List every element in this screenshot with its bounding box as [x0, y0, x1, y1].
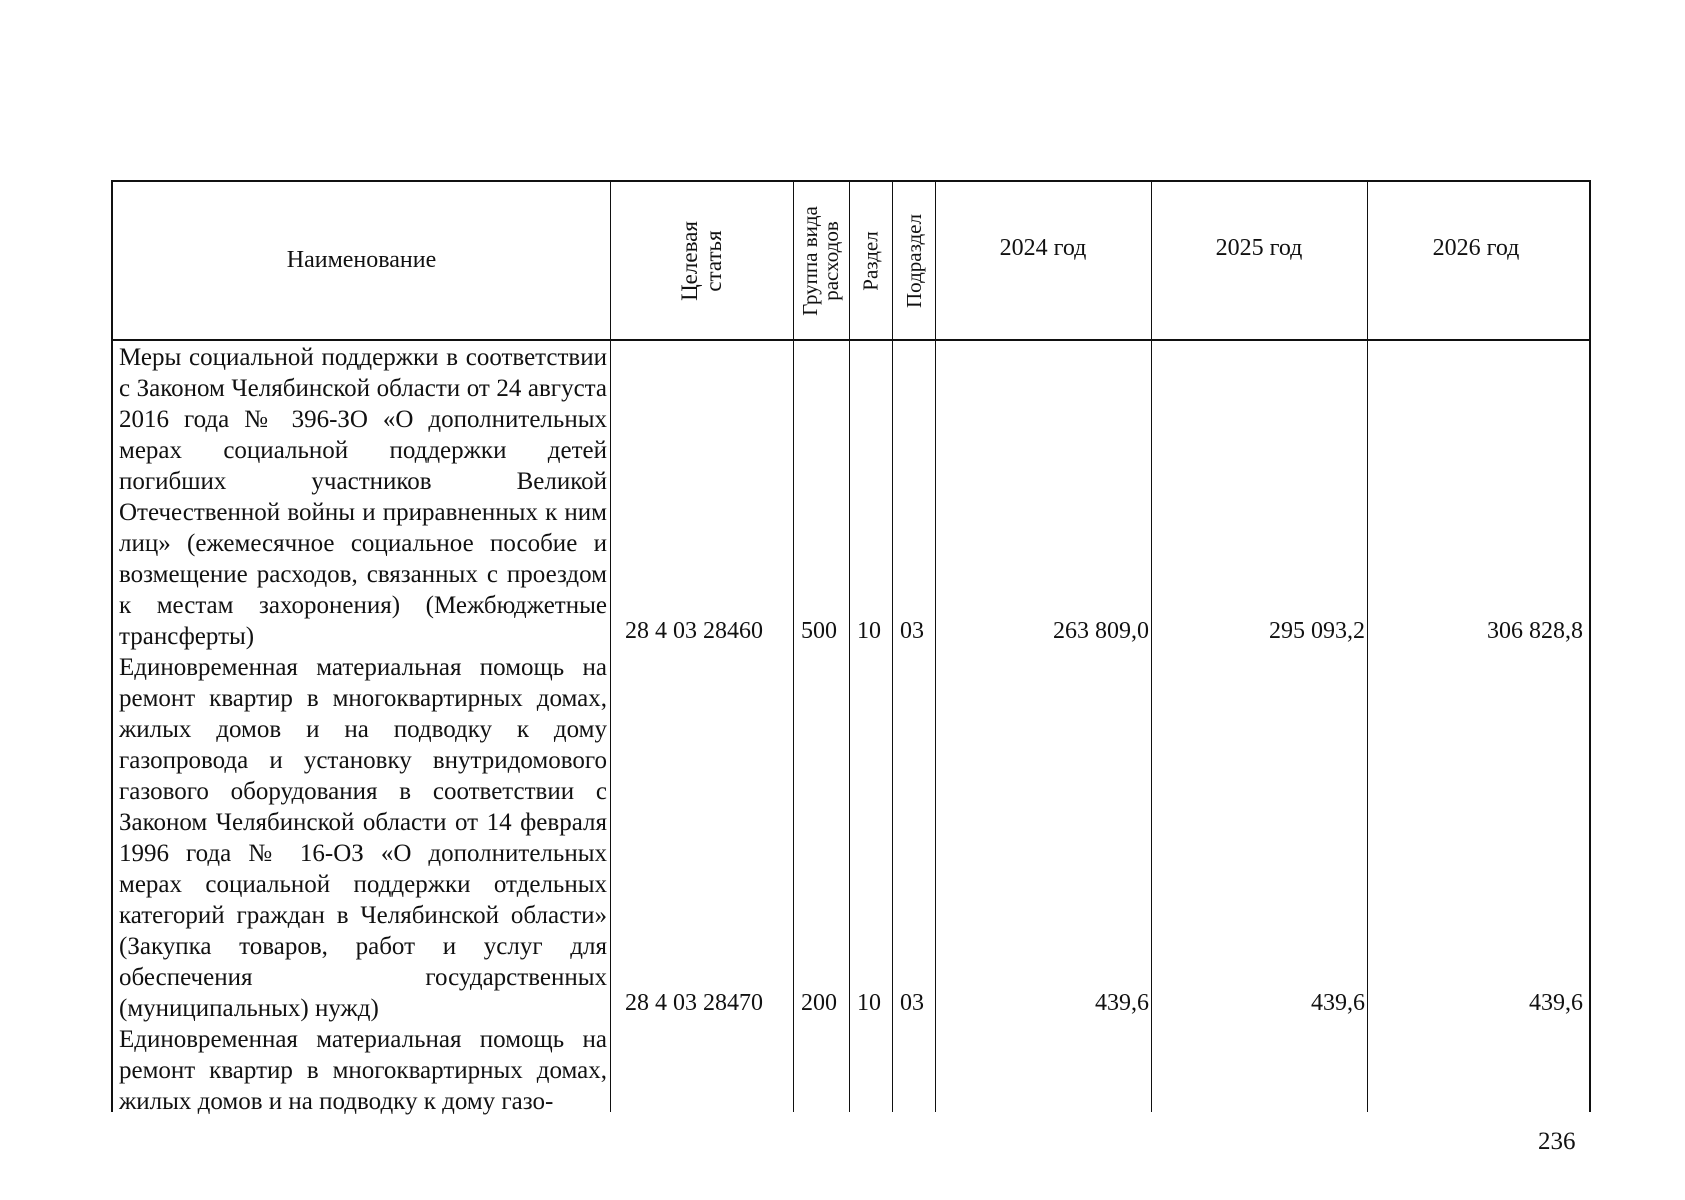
- header-2025-label: 2025 год: [1215, 235, 1303, 261]
- header-group-label: Группа вида расходов: [798, 205, 843, 316]
- row-name: Меры социальной поддержки в соответствии с Законом Челябинской области от 24 августа 2016 года № 396-ЗО «О дополнительных мерах социальной поддержки детей погибших участников Великой Отечественной войны и приравненных к ним лиц» (ежемесячное социальное пособие и возмещение расходов, связанных с проездом к местам захоронения) (Межбюджетные трансферты): [119, 344, 607, 650]
- header-2025: [1151, 182, 1367, 339]
- header-divider: [113, 339, 1589, 341]
- amount-2026: 439,6: [1529, 990, 1583, 1016]
- header-target: [610, 182, 793, 339]
- row-name: Единовременная материальная помощь на ремонт квартир в многоквартирных домах, жилых домов и на подводку к дому газопровода и установку внутридомового газового оборудования в соответствии с Законом Челябинской области от 14 февраля 1996 года № 16-ОЗ «О дополнительных мерах социальной поддержки отдельных категорий граждан в Челябинской области» (Закупка товаров, работ и услуг для обеспечения государственных (муниципальных) нужд): [119, 654, 607, 1022]
- header-section: [849, 182, 892, 339]
- header-name-label: Наименование: [286, 247, 437, 273]
- subsection-code: 03: [900, 990, 924, 1016]
- header-subsection: [892, 182, 935, 339]
- amount-2025: 439,6: [1311, 990, 1365, 1016]
- header-target-label: Целевая статья: [676, 220, 726, 301]
- header-name: [113, 182, 610, 339]
- section-code: 10: [857, 990, 881, 1016]
- amount-2024: 263 809,0: [1053, 618, 1149, 644]
- page-number: 236: [1538, 1128, 1576, 1155]
- section-code: 10: [857, 618, 881, 644]
- header-section-label: Раздел: [858, 230, 883, 291]
- amount-2025: 295 093,2: [1269, 618, 1365, 644]
- expense-group: 200: [801, 990, 837, 1016]
- header-2024-label: 2024 год: [999, 235, 1087, 261]
- header-2024: [935, 182, 1151, 339]
- amount-2024: 439,6: [1095, 990, 1149, 1016]
- header-2026-label: 2026 год: [1432, 235, 1520, 261]
- subsection-code: 03: [900, 618, 924, 644]
- target-code: 28 4 03 28470: [625, 990, 763, 1016]
- target-code: 28 4 03 28460: [625, 618, 763, 644]
- amount-2026: 306 828,8: [1487, 618, 1583, 644]
- header-2026: [1367, 182, 1585, 339]
- budget-table: [111, 180, 1591, 1115]
- header-subsection-label: Подраздел: [901, 213, 926, 308]
- row-name: Единовременная материальная помощь на ремонт квартир в многоквартирных домах, жилых домов и на подводку к дому газо-: [119, 1026, 607, 1115]
- header-group: [793, 182, 849, 339]
- expense-group: 500: [801, 618, 837, 644]
- name-column-text: [119, 342, 607, 1117]
